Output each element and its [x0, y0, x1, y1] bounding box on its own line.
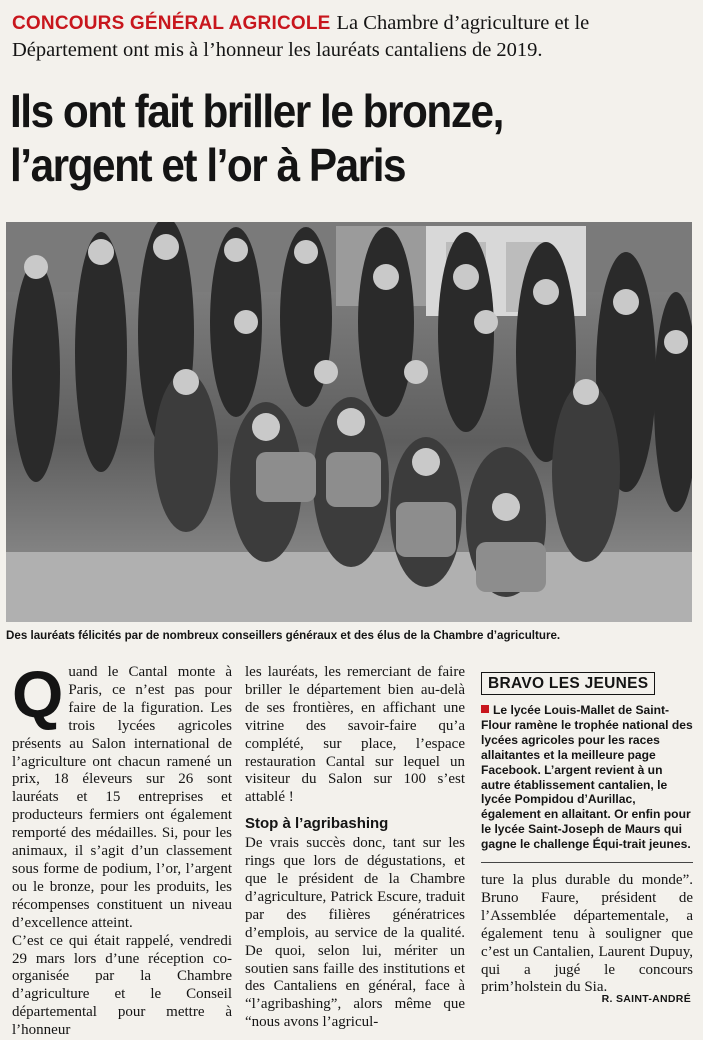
- article-paragraph: C’est ce qui était rappelé, vendredi 29 mars lors d’une réception co-organisée par la Chambre d’agriculture et le Conseil départemental pour mettre à l’honneur: [12, 932, 232, 1039]
- kicker-text: La Chambre d’agriculture et le Département ont mis à l’honneur les lauréats cantaliens de 2019.: [12, 12, 590, 61]
- headline-line-2: l’argent et l’or à Paris: [10, 139, 406, 191]
- sidebar-text: Le lycée Louis-Mallet de Saint-Flour ramène le trophée national des lycées agricoles pour les races allaitantes et la meilleure page Facebook. L’argent revient à un autre établissement cantalien, le lycée Pompidou d’Aurillac, également en allaitant. Or enfin pour le lycée Saint-Joseph de Maurs qui gagne le challenge Équi-trait jeunes.: [481, 703, 693, 852]
- sidebar-divider: [481, 862, 693, 863]
- sidebar-box: [481, 672, 693, 852]
- sidebar-title: BRAVO LES JEUNES: [481, 672, 655, 695]
- headline: [10, 84, 645, 192]
- sidebar-text-block: [481, 703, 693, 852]
- kicker: [12, 10, 692, 63]
- article-column-3: [481, 872, 693, 997]
- article-column-1: [12, 657, 232, 1040]
- article-column-2: [245, 664, 465, 1032]
- photo-caption: Des lauréats félicités par de nombreux conseillers généraux et des élus de la Chambre d’agriculture.: [6, 629, 561, 642]
- group-photo-image: [6, 222, 692, 622]
- section-subhead: Stop à l’agribashing: [245, 815, 389, 833]
- group-photo: [6, 222, 692, 622]
- article-paragraph: ture la plus durable du monde”. Bruno Faure, président de l’Assemblée départementale, a également tenu à souligner que c’est un Cantalien, Laurent Dupuy, qui a jugé le concours prim’holstein du Sia.: [481, 872, 693, 996]
- square-bullet-icon: [481, 705, 489, 713]
- drop-cap: Q: [12, 657, 64, 731]
- article-paragraph: De vrais succès donc, tant sur les rings que lors de dégustations, et que le président de la Chambre d’agriculture, Patrick Escure, traduit par des filières génératrices d’emplois, au service de la qualité. De quoi, selon lui, mériter un soutien sans faille des institutions et des Cantaliens en général, face à “l’agribashing”, alors même que “nous avons l’agricul-: [245, 835, 465, 1031]
- headline-line-1: Ils ont fait briller le bronze,: [10, 85, 503, 137]
- article-paragraph: les lauréats, les remerciant de faire briller le département bien au-delà de ses frontières, en affichant une vitrine des savoir-faire qu’a complété, sur place, l’espace restauration Cantal sur lequel un visiteur du Salon sur 100 s’est attablé !: [245, 664, 465, 806]
- rubric-label: CONCOURS GÉNÉRAL AGRICOLE: [12, 13, 331, 34]
- article-paragraph: uand le Cantal monte à Paris, ce n’est pas pour faire de la figuration. Les trois lycées agricoles présents au Salon international de l’agriculture ont chacun ramené un prix, 18 éleveurs sur 26 sont lauréats et 15 entreprises et producteurs fermiers ont également remporté des médailles. Si, pour les animaux, il s’agit d’un classement sous forme de podium, l’or, l’argent ou le bronze, pour les produits, les récompenses constituent un niveau d’excellence atteint.: [12, 664, 232, 931]
- byline: R. SAINT-ANDRÉ: [601, 993, 691, 1005]
